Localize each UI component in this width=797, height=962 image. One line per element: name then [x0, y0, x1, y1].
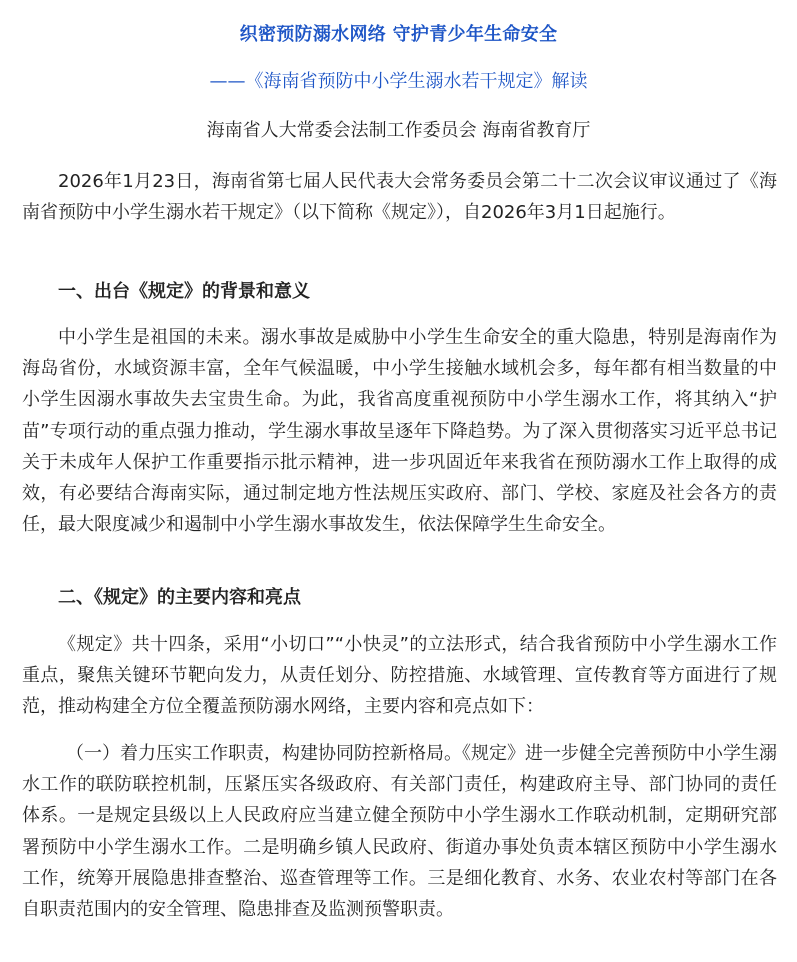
section-heading-content: 二、《规定》的主要内容和亮点 — [58, 587, 301, 608]
intro-paragraph: 2026年1月23日，海南省第七届人民代表大会常务委员会第二十二次会议审议通过了《海南省预防中小学生溺水若干规定》（以下简称《规定》），自2026年3月1日起施行。 — [22, 171, 777, 224]
article-subtitle: ——《海南省预防中小学生溺水若干规定》解读 — [209, 71, 588, 92]
section-heading-background: 一、出台《规定》的背景和意义 — [58, 281, 310, 302]
issuing-organization: 海南省人大常委会法制工作委员会 海南省教育厅 — [206, 120, 591, 141]
content-paragraph: 《规定》共十四条，采用“小切口”“小快灵”的立法形式，结合我省预防中小学生溺水工作重点，聚焦关键环节靶向发力，从责任划分、防控措施、水域管理、宣传教育等方面进行了规范，推动构建全方位全覆盖预防溺水网络，主要内容和亮点如下： — [22, 634, 777, 718]
article-title: 织密预防溺水网络 守护青少年生命安全 — [239, 24, 558, 45]
item-one-paragraph: （一）着力压实工作职责，构建协同防控新格局。《规定》进一步健全完善预防中小学生溺水工作的联防联控机制，压紧压实各级政府、有关部门责任，构建政府主导、部门协同的责任体系。一是规定县级以上人民政府应当建立健全预防中小学生溺水工作联动机制，定期研究部署预防中小学生溺水工作。二是明确乡镇人民政府、街道办事处负责本辖区预防中小学生溺水工作，统筹开展隐患排查整治、巡查管理等工作。三是细化教育、水务、农业农村等部门在各自职责范围内的安全管理、隐患排查及监测预警职责。 — [22, 743, 777, 921]
background-paragraph: 中小学生是祖国的未来。溺水事故是威胁中小学生生命安全的重大隐患，特别是海南作为海岛省份，水域资源丰富，全年气候温暖，中小学生接触水域机会多，每年都有相当数量的中小学生因溺水事故失去宝贵生命。为此，我省高度重视预防中小学生溺水工作，将其纳入“护苗”专项行动的重点强力推动，学生溺水事故呈逐年下降趋势。为了深入贯彻落实习近平总书记关于未成年人保护工作重要指示批示精神，进一步巩固近年来我省在预防溺水工作上取得的成效，有必要结合海南实际，通过制定地方性法规压实政府、部门、学校、家庭及社会各方的责任，最大限度减少和遏制中小学生溺水事故发生，依法保障学生生命安全。 — [22, 327, 777, 536]
